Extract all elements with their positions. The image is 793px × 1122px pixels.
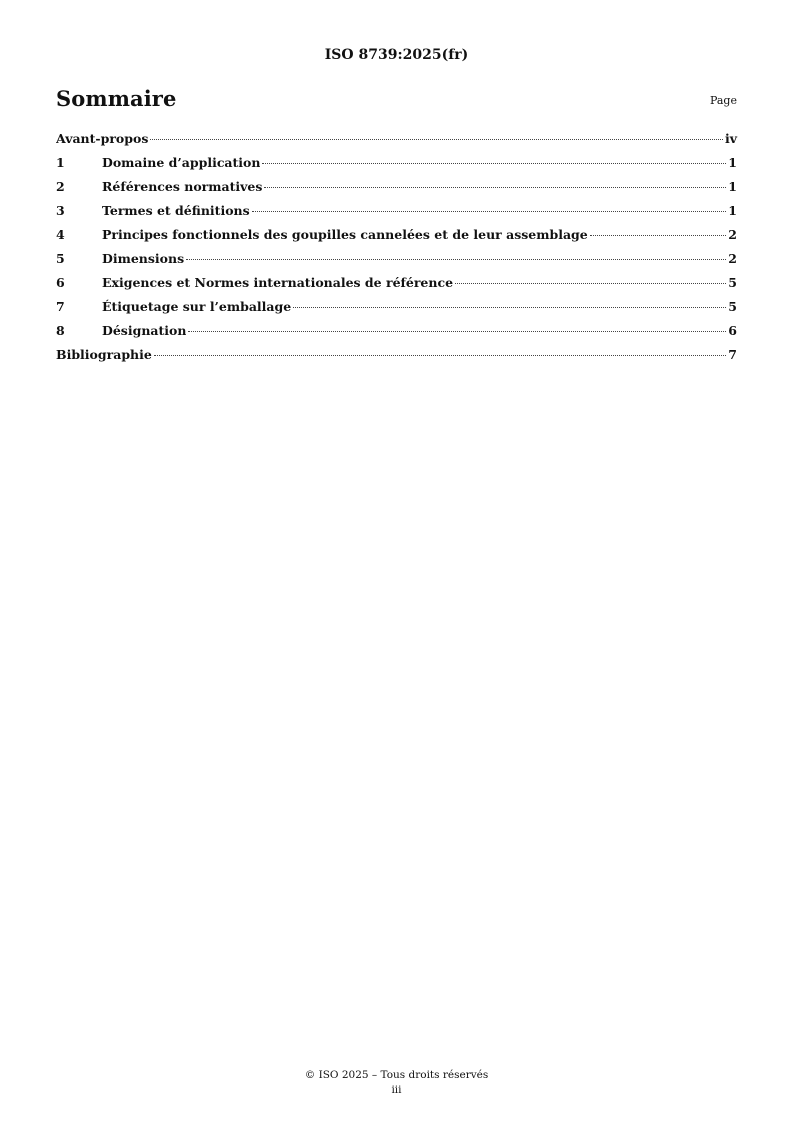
toc-entry-dimensions[interactable] [56,250,737,274]
toc-entry-page: iv [724,131,737,146]
table-of-contents [56,130,737,370]
toc-entry-page: 6 [728,323,737,338]
toc-entry-functional-principles[interactable] [56,226,737,250]
page-number: iii [391,1084,402,1096]
toc-entry-number: 3 [56,203,65,218]
toc-entry-page: 1 [728,203,737,218]
toc-entry-page: 5 [728,299,737,314]
toc-entry-number: 1 [56,155,65,170]
toc-entry-designation[interactable] [56,322,737,346]
toc-leader-dots [150,139,723,140]
toc-entry-page: 5 [728,275,737,290]
copyright-notice: © ISO 2025 – Tous droits réservés [304,1069,489,1081]
toc-entry-number: 6 [56,275,65,290]
toc-title: Sommaire [56,86,177,111]
toc-entry-title: Exigences et Normes internationales de référence [102,275,454,290]
toc-entry-title: Désignation [102,323,187,338]
toc-entry-title: Avant-propos [56,131,149,146]
toc-entry-normative-references[interactable] [56,178,737,202]
toc-entry-bibliography[interactable] [56,346,737,370]
toc-entry-title: Principes fonctionnels des goupilles cannelées et de leur assemblage [102,227,588,242]
toc-entry-terms-definitions[interactable] [56,202,737,226]
toc-entry-packaging-labelling[interactable] [56,298,737,322]
toc-leader-dots [262,163,726,164]
toc-leader-dots [590,235,727,236]
toc-leader-dots [264,187,726,188]
toc-entry-page: 2 [728,227,737,242]
toc-entry-number: 4 [56,227,65,242]
toc-entry-page: 2 [728,251,737,266]
toc-entry-number: 2 [56,179,65,194]
toc-entry-page: 1 [728,179,737,194]
toc-leader-dots [154,355,726,356]
toc-leader-dots [186,259,726,260]
toc-entry-number: 7 [56,299,65,314]
toc-leader-dots [252,211,727,212]
toc-entry-title: Dimensions [102,251,185,266]
toc-entry-title: Étiquetage sur l’emballage [102,299,292,314]
toc-leader-dots [455,283,726,284]
toc-entry-title: Bibliographie [56,347,152,362]
page-footer [0,1068,793,1098]
toc-entry-page: 7 [728,347,737,362]
toc-entry-foreword[interactable] [56,130,737,154]
toc-entry-title: Domaine d’application [102,155,261,170]
toc-leader-dots [293,307,726,308]
toc-entry-requirements[interactable] [56,274,737,298]
toc-entry-number: 8 [56,323,65,338]
toc-entry-page: 1 [728,155,737,170]
toc-heading-row [56,86,737,116]
toc-entry-scope[interactable] [56,154,737,178]
toc-page-column-label: Page [709,94,737,107]
toc-entry-number: 5 [56,251,65,266]
document-header: ISO 8739:2025(fr) [324,47,469,63]
toc-entry-title: Références normatives [102,179,263,194]
toc-leader-dots [188,331,726,332]
toc-entry-title: Termes et définitions [102,203,250,218]
